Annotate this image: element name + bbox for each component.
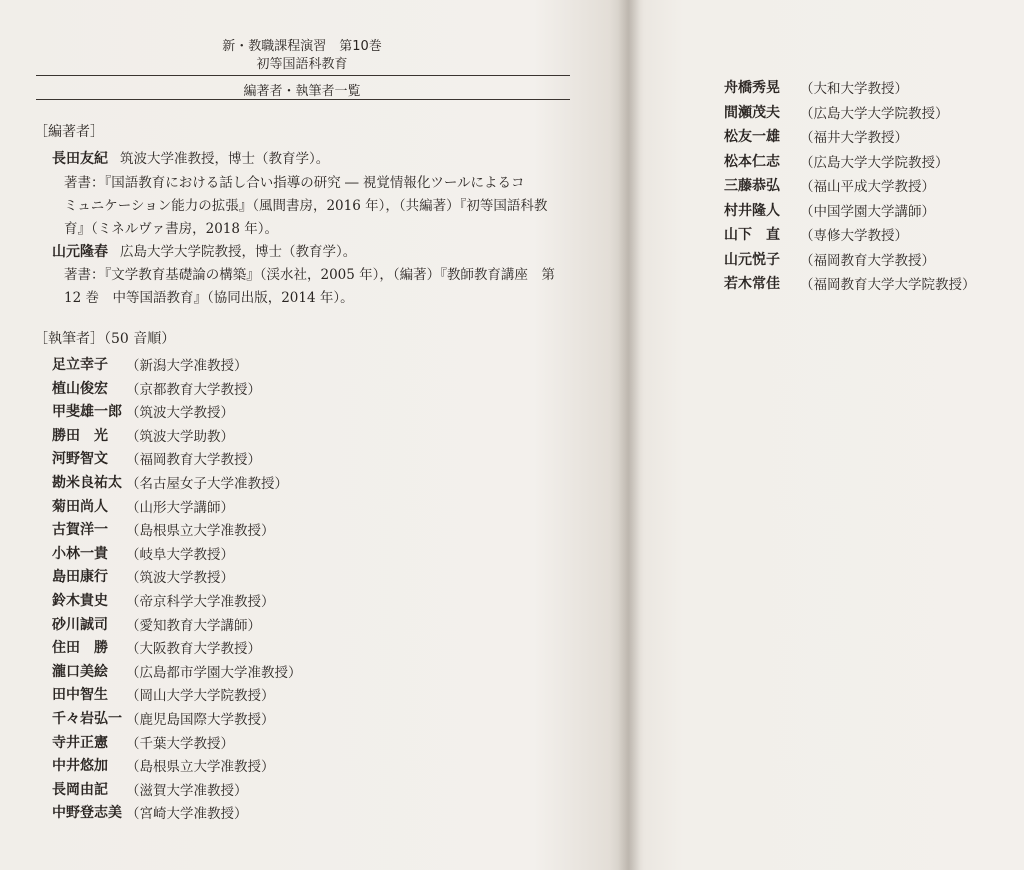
writer-affiliation: （筑波大学助教） bbox=[126, 428, 234, 445]
writer-name: 古賀洋一 bbox=[52, 522, 108, 539]
writer-affiliation: （福岡教育大学教授） bbox=[800, 252, 935, 269]
writer-name: 間瀬茂夫 bbox=[724, 104, 780, 121]
editor-name: 山元隆春 bbox=[52, 244, 108, 260]
writer-name: 勘米良祐太 bbox=[52, 475, 122, 491]
writer-affiliation: （島根県立大学准教授） bbox=[126, 523, 275, 540]
book-gutter bbox=[618, 0, 640, 870]
editor-works-line: 著書：『国語教育における話し合い指導の研究 ― 視覚情報化ツールによるコ bbox=[64, 175, 525, 191]
writer-affiliation: （筑波大学教授） bbox=[126, 570, 234, 587]
writer-affiliation: （名古屋女子大学准教授） bbox=[126, 476, 288, 492]
volume-title: 初等国語科教育 bbox=[256, 57, 348, 72]
writer-affiliation: （岐阜大学教授） bbox=[126, 546, 234, 563]
writer-name: 中野登志美 bbox=[52, 805, 122, 822]
writer-affiliation: （広島都市学園大学准教授） bbox=[126, 664, 302, 681]
writer-name: 若木常佳 bbox=[724, 276, 780, 292]
writer-name: 菊田尚人 bbox=[52, 498, 108, 515]
writer-name: 足立幸子 bbox=[52, 357, 108, 373]
writer-name: 村井隆人 bbox=[724, 202, 780, 219]
header-rule-bottom bbox=[36, 99, 570, 100]
editor-works-line: 育』（ミネルヴァ書房，2018 年）。 bbox=[64, 221, 279, 237]
editor-affiliation: 筑波大学准教授，博士（教育学）。 bbox=[120, 151, 330, 167]
writer-name: 舟橋秀晃 bbox=[724, 80, 780, 96]
writer-name: 中井悠加 bbox=[52, 758, 108, 775]
writer-name: 松友一雄 bbox=[724, 129, 780, 145]
writer-affiliation: （中国学園大学講師） bbox=[800, 203, 935, 220]
writer-name: 島田康行 bbox=[52, 569, 108, 586]
writer-name: 長岡由記 bbox=[52, 781, 108, 798]
writer-name: 千々岩弘一 bbox=[52, 711, 122, 727]
writer-name: 松本仁志 bbox=[724, 153, 780, 170]
writer-name: 甲斐雄一郎 bbox=[52, 404, 122, 421]
writer-affiliation: （鹿児島国際大学教授） bbox=[126, 712, 275, 728]
writer-affiliation: （山形大学講師） bbox=[126, 499, 234, 516]
writer-affiliation: （福井大学教授） bbox=[800, 130, 908, 146]
writer-affiliation: （福岡教育大学教授） bbox=[126, 452, 261, 469]
writer-affiliation: （愛知教育大学講師） bbox=[126, 617, 261, 634]
writers-heading: ［執筆者］（50 音順） bbox=[34, 331, 176, 347]
writer-name: 山下 直 bbox=[724, 227, 780, 243]
writer-affiliation: （大和大学教授） bbox=[800, 81, 908, 97]
editor-entry bbox=[52, 240, 356, 261]
writer-name: 三藤恭弘 bbox=[724, 178, 780, 194]
writer-affiliation: （京都教育大学教授） bbox=[126, 381, 261, 398]
writer-affiliation: （広島大学大学院教授） bbox=[800, 154, 949, 171]
editor-name: 長田友紀 bbox=[52, 151, 108, 167]
writer-affiliation: （専修大学教授） bbox=[800, 228, 908, 244]
writer-affiliation: （新潟大学准教授） bbox=[126, 358, 248, 374]
writer-name: 勝田 光 bbox=[52, 427, 108, 444]
writer-affiliation: （筑波大学教授） bbox=[126, 405, 234, 422]
writer-affiliation: （宮崎大学准教授） bbox=[126, 806, 248, 823]
writer-affiliation: （滋賀大学准教授） bbox=[126, 782, 248, 799]
writer-name: 植山俊宏 bbox=[52, 380, 108, 397]
writer-affiliation: （福岡教育大学大学院教授） bbox=[800, 277, 976, 293]
editor-works-line: ミュニケーション能力の拡張』（風間書房，2016 年），（共編著）『初等国語科教 bbox=[64, 198, 548, 214]
writer-name: 瀧口美絵 bbox=[52, 663, 108, 680]
writer-name: 小林一貴 bbox=[52, 545, 108, 562]
writer-name: 住田 勝 bbox=[52, 640, 108, 657]
writer-affiliation: （千葉大学教授） bbox=[126, 735, 234, 752]
editor-entry bbox=[52, 147, 329, 168]
writer-affiliation: （島根県立大学准教授） bbox=[126, 759, 275, 776]
editors-heading: ［編著者］ bbox=[34, 124, 104, 140]
writer-affiliation: （岡山大学大学院教授） bbox=[126, 688, 275, 705]
list-title: 編著者・執筆者一覧 bbox=[243, 84, 361, 99]
writer-name: 河野智文 bbox=[52, 451, 108, 468]
editor-affiliation: 広島大学大学院教授，博士（教育学）。 bbox=[120, 244, 357, 260]
writer-affiliation: （大阪教育大学教授） bbox=[126, 641, 261, 658]
series-title: 新・教職課程演習 第10巻 bbox=[222, 39, 382, 54]
writer-affiliation: （福山平成大学教授） bbox=[800, 179, 935, 195]
editor-works-line: 著書：『文学教育基礎論の構築』（渓水社，2005 年），（編著）『教師教育講座 第 bbox=[64, 267, 555, 283]
writer-name: 山元悦子 bbox=[724, 251, 780, 268]
editor-works-line: 12 巻 中等国語教育』（協同出版，2014 年）。 bbox=[64, 290, 354, 306]
writer-name: 砂川誠司 bbox=[52, 616, 108, 633]
writer-name: 鈴木貴史 bbox=[52, 593, 108, 609]
header-rule-top bbox=[36, 75, 570, 76]
writer-affiliation: （広島大学大学院教授） bbox=[800, 105, 949, 122]
writer-name: 田中智生 bbox=[52, 687, 108, 704]
writer-affiliation: （帝京科学大学准教授） bbox=[126, 594, 275, 610]
writer-name: 寺井正憲 bbox=[52, 734, 108, 751]
